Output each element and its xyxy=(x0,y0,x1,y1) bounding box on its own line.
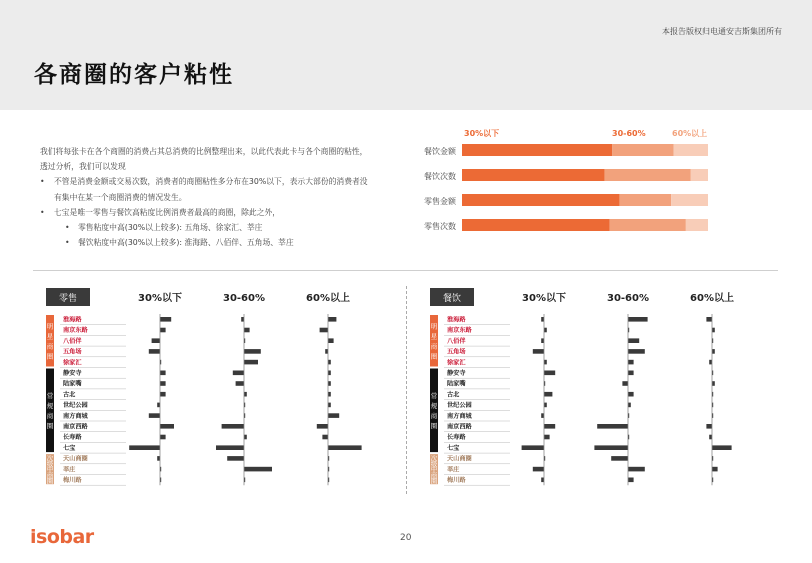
diverging-bar xyxy=(709,360,712,365)
diverging-bar xyxy=(328,381,331,386)
row-label: 七宝 xyxy=(63,444,76,452)
row-label: 天山商圈 xyxy=(447,455,472,463)
panel-split-line xyxy=(406,286,407,494)
diverging-bar xyxy=(328,403,331,408)
legend-0: 30%以下 xyxy=(464,129,500,138)
diverging-bar xyxy=(244,360,258,365)
bar-segment xyxy=(674,144,708,156)
diverging-bar xyxy=(611,456,628,461)
group-label-char: 星 xyxy=(46,332,54,341)
row-label: 南京东路 xyxy=(447,327,472,335)
diverging-bar xyxy=(328,445,362,450)
page-number: 20 xyxy=(400,533,412,543)
group-label-char: 圈 xyxy=(430,352,438,361)
diverging-bar xyxy=(622,381,628,386)
diverging-bar xyxy=(712,349,715,354)
diverging-bar xyxy=(317,424,328,429)
diverging-bar xyxy=(149,413,160,418)
column-header: 60%以上 xyxy=(690,293,734,304)
row-label: 南方商城 xyxy=(63,412,88,420)
page-title: 各商圈的客户粘性 xyxy=(34,62,234,88)
row-label: 梅川路 xyxy=(63,477,82,484)
diverging-bar xyxy=(533,467,544,472)
row-label: 七宝 xyxy=(447,444,460,452)
category-label: 零售次数 xyxy=(424,222,456,231)
diverging-bar xyxy=(628,349,645,354)
diverging-bar xyxy=(544,328,547,333)
row-label: 静安寺 xyxy=(63,370,82,377)
diverging-bar xyxy=(541,413,544,418)
row-label: 南京西路 xyxy=(63,423,88,431)
group-label-char: 圈 xyxy=(46,421,54,430)
diverging-bar xyxy=(325,349,328,354)
group-label-char: 中 xyxy=(430,465,438,474)
diverging-bar xyxy=(706,424,712,429)
bar-segment xyxy=(462,169,605,181)
group-band xyxy=(46,369,54,453)
bar-segment xyxy=(619,194,671,206)
diverging-bar xyxy=(328,360,331,365)
row-label: 五角场 xyxy=(63,348,82,356)
diverging-bar xyxy=(236,381,244,386)
bar-segment xyxy=(686,219,708,231)
diverging-bar xyxy=(222,424,244,429)
row-label: 南方商城 xyxy=(447,412,472,420)
column-header: 30%以下 xyxy=(138,293,182,304)
retail-panel xyxy=(30,284,370,494)
group-label-char: 商 xyxy=(430,411,438,420)
diverging-bar xyxy=(328,371,331,376)
diverging-bar xyxy=(157,403,160,408)
panel-title: 零售 xyxy=(58,294,78,304)
group-label-char: 中 xyxy=(46,465,54,474)
group-label-char: 常 xyxy=(430,391,438,400)
row-label: 天山商圈 xyxy=(63,455,88,463)
intro-text xyxy=(40,144,370,250)
diverging-bar xyxy=(322,435,328,440)
isobar-logo: isobar xyxy=(30,526,94,548)
group-band xyxy=(430,369,438,453)
diverging-bar xyxy=(628,392,634,397)
diverging-bar xyxy=(320,328,328,333)
dining-panel xyxy=(414,284,754,494)
bar-segment xyxy=(462,219,610,231)
row-label: 南京东路 xyxy=(63,327,88,335)
header-band xyxy=(0,0,812,110)
diverging-bar xyxy=(149,349,160,354)
diverging-bar xyxy=(241,317,244,322)
legend-2: 60%以上 xyxy=(672,129,708,138)
diverging-bar xyxy=(709,435,712,440)
intro-sub-bullet-1: • 零售粘度中高(30%以上较多): 五角场、徐家汇、莘庄 xyxy=(40,220,370,235)
diverging-bar xyxy=(628,317,648,322)
group-label-char: 次 xyxy=(46,454,54,463)
intro-bullet-2: • 七宝是唯一零售与餐饮高粘度比例消费者最高的商圈，除此之外， xyxy=(40,205,370,220)
bar-segment xyxy=(671,194,708,206)
diverging-bar xyxy=(522,445,544,450)
group-label-char: 级 xyxy=(46,460,54,469)
intro-bullet-1: • 不管是消费金额或交易次数，消费者的商圈粘性多分布在30%以下，表示大部份的消费者没有集中在某一个商圈消费的情况发生。 xyxy=(40,174,370,204)
column-header: 30%以下 xyxy=(522,293,566,304)
row-label: 世纪公园 xyxy=(63,402,88,410)
bar-segment xyxy=(612,144,674,156)
diverging-bar xyxy=(244,435,247,440)
group-label-char: 圈 xyxy=(46,352,54,361)
diverging-bar xyxy=(597,424,628,429)
row-label: 淮海路 xyxy=(447,316,466,324)
section-divider xyxy=(33,270,778,271)
diverging-bar xyxy=(706,317,712,322)
group-label-char: 常 xyxy=(46,391,54,400)
row-label: 五角场 xyxy=(447,348,466,356)
intro-sub-bullet-2: • 餐饮粘度中高(30%以上较多): 淮海路、八佰伴、五角场、莘庄 xyxy=(40,235,370,250)
category-label: 餐饮金额 xyxy=(424,147,456,156)
diverging-bar xyxy=(244,328,250,333)
row-label: 静安寺 xyxy=(447,370,466,377)
diverging-bar xyxy=(544,403,547,408)
diverging-bar xyxy=(628,360,634,365)
diverging-bar xyxy=(712,381,715,386)
diverging-bar xyxy=(157,456,160,461)
column-header: 30-60% xyxy=(222,293,266,304)
group-label-char: 规 xyxy=(46,401,54,410)
group-label-char: 圈 xyxy=(46,476,54,485)
diverging-bar xyxy=(533,349,544,354)
diverging-bar xyxy=(544,435,550,440)
diverging-bar xyxy=(544,371,555,376)
diverging-bar xyxy=(628,371,634,376)
group-label-char: 次 xyxy=(430,454,438,463)
group-label-char: 圈 xyxy=(430,476,438,485)
copyright-note: 本报告版权归电通安吉斯集团所有 xyxy=(662,27,782,36)
diverging-bar xyxy=(233,371,244,376)
bar-segment xyxy=(462,144,612,156)
diverging-bar xyxy=(544,360,547,365)
group-label-char: 星 xyxy=(430,332,438,341)
row-label: 长寿路 xyxy=(63,434,82,442)
column-header: 60%以上 xyxy=(306,293,350,304)
diverging-bar xyxy=(541,338,544,343)
category-label: 餐饮次数 xyxy=(424,172,456,181)
row-label: 八佰伴 xyxy=(447,337,466,345)
column-header: 30-60% xyxy=(606,293,650,304)
diverging-bar xyxy=(244,467,272,472)
diverging-bar xyxy=(328,413,339,418)
group-label-char: 商 xyxy=(46,342,54,351)
diverging-bar xyxy=(160,435,166,440)
diverging-bar xyxy=(129,445,160,450)
group-label-char: 圈 xyxy=(430,421,438,430)
group-label-char: 商 xyxy=(430,471,438,480)
diverging-bar xyxy=(227,456,244,461)
diverging-bar xyxy=(160,392,166,397)
group-label-char: 明 xyxy=(46,322,54,331)
diverging-bar xyxy=(328,392,331,397)
row-label: 徐家汇 xyxy=(447,359,466,367)
row-label: 莘庄 xyxy=(63,466,76,474)
diverging-bar xyxy=(712,445,732,450)
stacked-bar-chart xyxy=(418,124,718,240)
diverging-bar xyxy=(160,381,166,386)
bar-segment xyxy=(691,169,708,181)
diverging-bar xyxy=(541,317,544,322)
row-label: 南京西路 xyxy=(447,423,472,431)
diverging-bar xyxy=(160,371,166,376)
row-label: 徐家汇 xyxy=(63,359,82,367)
group-label-char: 规 xyxy=(430,401,438,410)
diverging-bar xyxy=(594,445,628,450)
group-label-char: 商 xyxy=(46,411,54,420)
diverging-bar xyxy=(152,338,160,343)
row-label: 八佰伴 xyxy=(63,337,82,345)
diverging-bar xyxy=(328,317,336,322)
bar-segment xyxy=(605,169,691,181)
diverging-bar xyxy=(628,467,645,472)
legend-1: 30-60% xyxy=(612,129,646,138)
diverging-bar xyxy=(541,478,544,483)
diverging-bar xyxy=(544,392,552,397)
diverging-bar xyxy=(712,467,718,472)
row-label: 长寿路 xyxy=(447,434,466,442)
group-label-char: 级 xyxy=(430,460,438,469)
diverging-bar xyxy=(628,403,631,408)
bar-segment xyxy=(610,219,686,231)
row-label: 世纪公园 xyxy=(447,402,472,410)
group-label-char: 明 xyxy=(430,322,438,331)
diverging-bar xyxy=(244,392,247,397)
diverging-bar xyxy=(160,328,166,333)
diverging-bar xyxy=(544,424,555,429)
diverging-bar xyxy=(216,445,244,450)
diverging-bar xyxy=(244,349,261,354)
diverging-bar xyxy=(160,317,171,322)
bar-segment xyxy=(462,194,619,206)
row-label: 古北 xyxy=(63,391,76,399)
row-label: 淮海路 xyxy=(63,316,82,324)
diverging-bar xyxy=(712,328,715,333)
diverging-bar xyxy=(160,424,174,429)
diverging-bar xyxy=(328,338,334,343)
row-label: 陆家嘴 xyxy=(447,380,466,388)
diverging-bar xyxy=(628,338,639,343)
intro-paragraph: 我们将每张卡在各个商圈的消费占其总消费的比例整理出来，以此代表此卡与各个商圈的粘性，透过分析，我们可以发现 xyxy=(40,147,368,172)
row-label: 莘庄 xyxy=(447,466,460,474)
diverging-bar xyxy=(628,478,634,483)
panel-title: 餐饮 xyxy=(442,294,462,304)
row-label: 梅川路 xyxy=(447,477,466,484)
row-label: 古北 xyxy=(447,391,460,399)
group-label-char: 商 xyxy=(46,471,54,480)
category-label: 零售金额 xyxy=(424,197,456,206)
group-label-char: 商 xyxy=(430,342,438,351)
row-label: 陆家嘴 xyxy=(63,380,82,388)
